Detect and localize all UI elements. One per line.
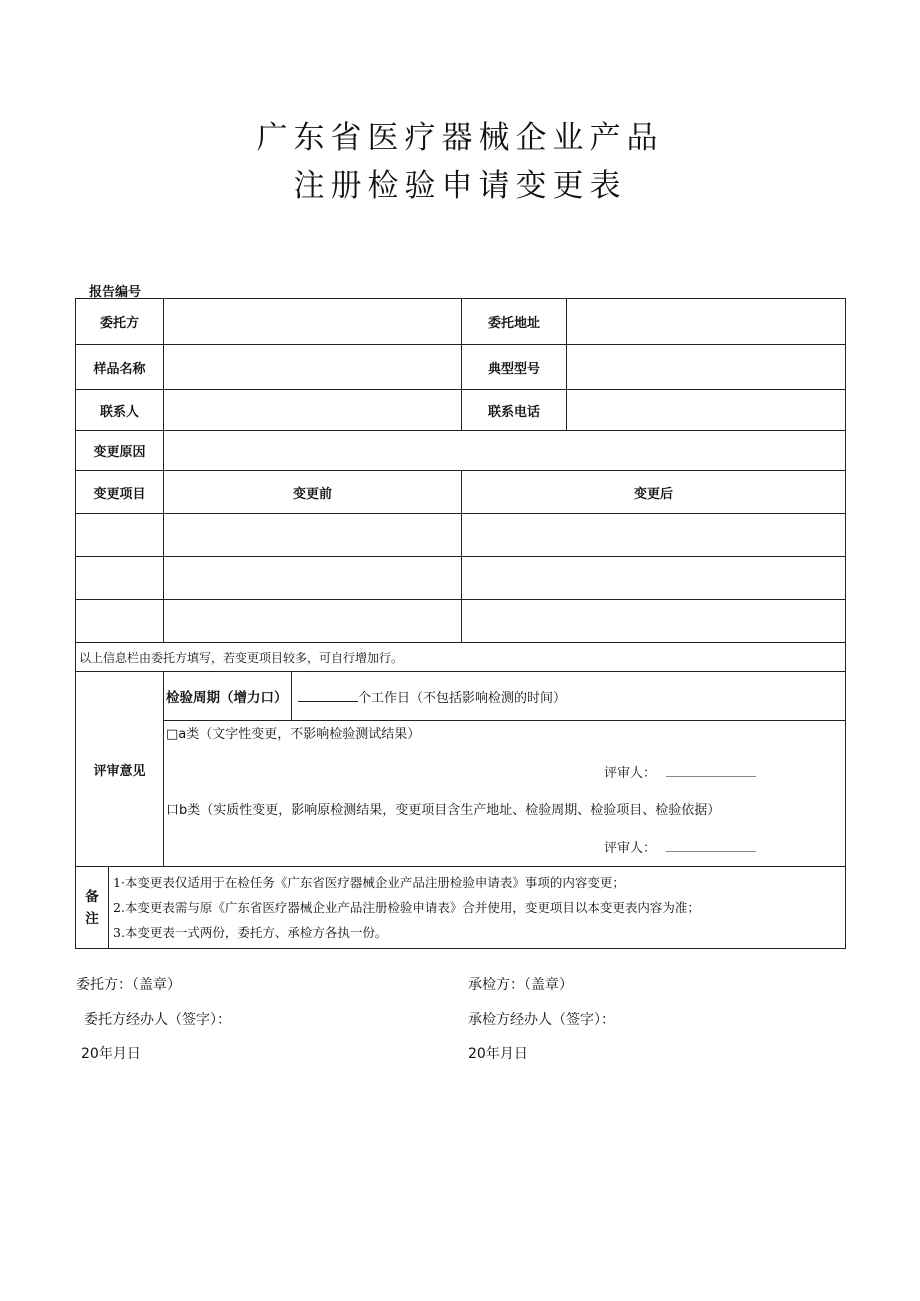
reviewer-b (604, 837, 756, 856)
client-label: 委托方 (76, 299, 164, 345)
table-row (76, 600, 846, 643)
tester-seal-label: 承检方：（盖章） (468, 977, 573, 993)
notes-row (76, 867, 846, 949)
change-after-cell[interactable] (462, 514, 846, 557)
change-after-header: 变更后 (462, 471, 846, 514)
notes-label-char-2: 注 (85, 910, 99, 927)
change-item-cell[interactable] (76, 514, 164, 557)
review-opinion-label: 评审意见 (76, 672, 164, 867)
notes-label (76, 867, 109, 949)
change-item-cell[interactable] (76, 600, 164, 643)
tester-agent-label: 承检方经办人（签字）： (468, 1012, 615, 1028)
reviewer-a-label: 评审人： (604, 766, 657, 781)
reviewer-b-label: 评审人： (604, 841, 657, 856)
inspection-cycle-text: 个工作日（不包括影响检测的时间） (358, 690, 567, 706)
typical-model-input[interactable] (567, 345, 846, 390)
contact-input[interactable] (164, 390, 462, 431)
note-item-1: 1·本变更表仅适用于在检任务《广东省医疗器械企业产品注册检验申请表》事项的内容变更； (113, 875, 625, 890)
client-seal-label: 委托方：（盖章） (76, 977, 181, 993)
sample-name-input[interactable] (164, 345, 462, 390)
table-row (76, 557, 846, 600)
review-options-cell (164, 721, 846, 867)
change-item-header: 变更项目 (76, 471, 164, 514)
client-address-input[interactable] (567, 299, 846, 345)
contact-phone-label: 联系电话 (462, 390, 567, 431)
change-table-header (76, 471, 846, 514)
report-number-label: 报告编号 (89, 285, 142, 300)
note-item-3: 3.本变更表一式两份，委托方、承检方各执一份。 (113, 925, 388, 940)
change-before-cell[interactable] (164, 557, 462, 600)
change-reason-input[interactable] (164, 431, 846, 471)
page-title-line-1: 广东省医疗器械企业产品 (256, 120, 664, 156)
inspection-cycle-field[interactable] (292, 672, 846, 721)
typical-model-label: 典型型号 (462, 345, 567, 390)
form-row-reason (76, 431, 846, 471)
tester-date: 20年月日 (468, 1046, 528, 1062)
sample-name-label: 样品名称 (76, 345, 164, 390)
reviewer-a (604, 762, 756, 781)
option-b-checkbox[interactable]: 口b类（实质性变更，影响原检测结果，变更项目含生产地址、检验周期、检验项目、检验依据） (166, 803, 721, 818)
notes-body (109, 867, 846, 949)
contact-label: 联系人 (76, 390, 164, 431)
change-before-cell[interactable] (164, 514, 462, 557)
fill-note: 以上信息栏由委托方填写，若变更项目较多，可自行增加行。 (76, 643, 846, 672)
client-address-label: 委托地址 (462, 299, 567, 345)
contact-phone-input[interactable] (567, 390, 846, 431)
change-before-cell[interactable] (164, 600, 462, 643)
change-after-cell[interactable] (462, 557, 846, 600)
working-days-blank[interactable] (298, 689, 358, 702)
form-row-sample (76, 345, 846, 390)
client-date: 20年月日 (81, 1046, 141, 1062)
reviewer-b-signature-line[interactable] (666, 841, 756, 852)
change-item-cell[interactable] (76, 557, 164, 600)
table-row (76, 514, 846, 557)
review-options-row (76, 721, 846, 867)
reviewer-a-signature-line[interactable] (666, 766, 756, 777)
change-reason-label: 变更原因 (76, 431, 164, 471)
notes-label-char-1: 备 (85, 888, 99, 905)
inspection-cycle-label: 检验周期（增力口） (164, 672, 292, 721)
fill-note-row (76, 643, 846, 672)
page-title-line-2: 注册检验申请变更表 (293, 168, 627, 204)
note-item-2: 2.本变更表需与原《广东省医疗器械企业产品注册检验申请表》合并使用，变更项目以本变更表内容为准； (113, 900, 700, 915)
review-cycle-row (76, 672, 846, 721)
change-before-header: 变更前 (164, 471, 462, 514)
form-row-contact (76, 390, 846, 431)
client-agent-label: 委托方经办人（签字）： (84, 1012, 231, 1028)
client-input[interactable] (164, 299, 462, 345)
change-request-form (75, 298, 846, 949)
option-a-checkbox[interactable]: □a类（文字性变更，不影响检验测试结果） (166, 727, 421, 742)
form-row-client (76, 299, 846, 345)
change-after-cell[interactable] (462, 600, 846, 643)
